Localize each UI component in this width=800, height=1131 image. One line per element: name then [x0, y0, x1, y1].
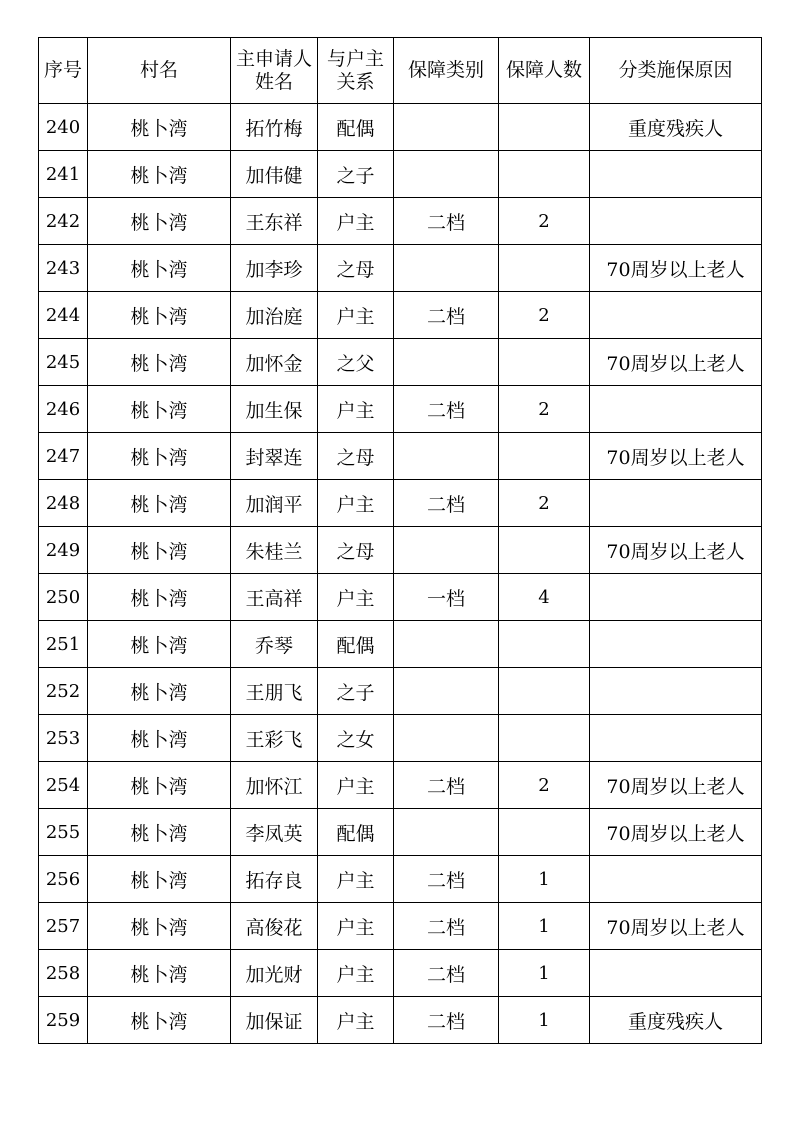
- header-assistance-reason: 分类施保原因: [590, 38, 762, 104]
- serial-cell: 254: [39, 762, 88, 809]
- reason-cell: 70周岁以上老人: [590, 762, 762, 809]
- table-row: [39, 903, 762, 950]
- count-cell: [499, 104, 590, 151]
- applicant-name-cell: 拓存良: [231, 856, 318, 903]
- count-cell: 1: [499, 856, 590, 903]
- relationship-cell: 之父: [318, 339, 394, 386]
- category-cell: [394, 245, 499, 292]
- reason-cell: 重度残疾人: [590, 104, 762, 151]
- village-cell: 桃卜湾: [88, 950, 231, 997]
- count-cell: 1: [499, 997, 590, 1044]
- serial-cell: 244: [39, 292, 88, 339]
- village-cell: 桃卜湾: [88, 715, 231, 762]
- applicant-name-cell: 王朋飞: [231, 668, 318, 715]
- relationship-cell: 之女: [318, 715, 394, 762]
- village-cell: 桃卜湾: [88, 903, 231, 950]
- table-body: [39, 104, 762, 1044]
- serial-cell: 256: [39, 856, 88, 903]
- table-row: [39, 527, 762, 574]
- serial-cell: 253: [39, 715, 88, 762]
- table-row: [39, 621, 762, 668]
- count-cell: 1: [499, 903, 590, 950]
- relationship-cell: 户主: [318, 997, 394, 1044]
- serial-cell: 259: [39, 997, 88, 1044]
- category-cell: 二档: [394, 292, 499, 339]
- reason-cell: 重度残疾人: [590, 997, 762, 1044]
- table-row: [39, 104, 762, 151]
- village-cell: 桃卜湾: [88, 997, 231, 1044]
- reason-cell: [590, 715, 762, 762]
- applicant-name-cell: 加怀金: [231, 339, 318, 386]
- village-cell: 桃卜湾: [88, 245, 231, 292]
- village-cell: 桃卜湾: [88, 104, 231, 151]
- reason-cell: [590, 386, 762, 433]
- serial-cell: 255: [39, 809, 88, 856]
- category-cell: [394, 151, 499, 198]
- village-cell: 桃卜湾: [88, 433, 231, 480]
- category-cell: 二档: [394, 762, 499, 809]
- reason-cell: 70周岁以上老人: [590, 339, 762, 386]
- applicant-name-cell: 加治庭: [231, 292, 318, 339]
- category-cell: 二档: [394, 480, 499, 527]
- category-cell: [394, 527, 499, 574]
- count-cell: 2: [499, 386, 590, 433]
- count-cell: 4: [499, 574, 590, 621]
- applicant-name-cell: 封翠连: [231, 433, 318, 480]
- reason-cell: [590, 480, 762, 527]
- category-cell: [394, 104, 499, 151]
- serial-cell: 245: [39, 339, 88, 386]
- category-cell: 二档: [394, 903, 499, 950]
- serial-cell: 241: [39, 151, 88, 198]
- relationship-cell: 户主: [318, 903, 394, 950]
- reason-cell: [590, 198, 762, 245]
- applicant-name-cell: 加润平: [231, 480, 318, 527]
- village-cell: 桃卜湾: [88, 480, 231, 527]
- serial-cell: 248: [39, 480, 88, 527]
- table-row: [39, 292, 762, 339]
- reason-cell: [590, 574, 762, 621]
- category-cell: 二档: [394, 386, 499, 433]
- table-row: [39, 433, 762, 480]
- relationship-cell: 之子: [318, 668, 394, 715]
- village-cell: 桃卜湾: [88, 386, 231, 433]
- header-village-name: 村名: [88, 38, 231, 104]
- category-cell: [394, 433, 499, 480]
- serial-cell: 252: [39, 668, 88, 715]
- relationship-cell: 户主: [318, 292, 394, 339]
- count-cell: [499, 151, 590, 198]
- count-cell: 2: [499, 762, 590, 809]
- applicant-name-cell: 高俊花: [231, 903, 318, 950]
- category-cell: [394, 621, 499, 668]
- reason-cell: 70周岁以上老人: [590, 527, 762, 574]
- header-serial-number: 序号: [39, 38, 88, 104]
- relationship-cell: 户主: [318, 762, 394, 809]
- applicant-name-cell: 王彩飞: [231, 715, 318, 762]
- applicant-name-cell: 加保证: [231, 997, 318, 1044]
- serial-cell: 240: [39, 104, 88, 151]
- count-cell: 2: [499, 292, 590, 339]
- serial-cell: 250: [39, 574, 88, 621]
- category-cell: 二档: [394, 997, 499, 1044]
- applicant-name-cell: 加生保: [231, 386, 318, 433]
- category-cell: 一档: [394, 574, 499, 621]
- relationship-cell: 之母: [318, 245, 394, 292]
- relationship-cell: 户主: [318, 574, 394, 621]
- category-cell: [394, 715, 499, 762]
- table-row: [39, 715, 762, 762]
- assistance-roster-table: [38, 37, 762, 1044]
- count-cell: [499, 715, 590, 762]
- category-cell: 二档: [394, 198, 499, 245]
- header-assistance-count: 保障人数: [499, 38, 590, 104]
- applicant-name-cell: 王东祥: [231, 198, 318, 245]
- applicant-name-cell: 加李珍: [231, 245, 318, 292]
- table-row: [39, 762, 762, 809]
- table-row: [39, 198, 762, 245]
- category-cell: 二档: [394, 950, 499, 997]
- village-cell: 桃卜湾: [88, 621, 231, 668]
- relationship-cell: 配偶: [318, 809, 394, 856]
- village-cell: 桃卜湾: [88, 856, 231, 903]
- table-row: [39, 574, 762, 621]
- count-cell: 1: [499, 950, 590, 997]
- applicant-name-cell: 加伟健: [231, 151, 318, 198]
- reason-cell: 70周岁以上老人: [590, 809, 762, 856]
- applicant-name-cell: 加光财: [231, 950, 318, 997]
- applicant-name-cell: 李凤英: [231, 809, 318, 856]
- serial-cell: 246: [39, 386, 88, 433]
- applicant-name-cell: 拓竹梅: [231, 104, 318, 151]
- serial-cell: 257: [39, 903, 88, 950]
- serial-cell: 249: [39, 527, 88, 574]
- relationship-cell: 之母: [318, 527, 394, 574]
- applicant-name-cell: 朱桂兰: [231, 527, 318, 574]
- village-cell: 桃卜湾: [88, 668, 231, 715]
- serial-cell: 242: [39, 198, 88, 245]
- village-cell: 桃卜湾: [88, 292, 231, 339]
- count-cell: [499, 621, 590, 668]
- relationship-cell: 户主: [318, 950, 394, 997]
- category-cell: [394, 809, 499, 856]
- table-row: [39, 668, 762, 715]
- village-cell: 桃卜湾: [88, 574, 231, 621]
- relationship-cell: 户主: [318, 856, 394, 903]
- reason-cell: [590, 668, 762, 715]
- serial-cell: 251: [39, 621, 88, 668]
- count-cell: [499, 339, 590, 386]
- applicant-name-cell: 加怀江: [231, 762, 318, 809]
- table-row: [39, 950, 762, 997]
- village-cell: 桃卜湾: [88, 809, 231, 856]
- table-row: [39, 339, 762, 386]
- category-cell: [394, 339, 499, 386]
- relationship-cell: 之子: [318, 151, 394, 198]
- serial-cell: 243: [39, 245, 88, 292]
- header-row: [39, 38, 762, 104]
- header-relationship: 与户主关系: [318, 38, 394, 104]
- applicant-name-cell: 乔琴: [231, 621, 318, 668]
- count-cell: [499, 668, 590, 715]
- count-cell: [499, 245, 590, 292]
- village-cell: 桃卜湾: [88, 762, 231, 809]
- table-row: [39, 856, 762, 903]
- relationship-cell: 户主: [318, 480, 394, 527]
- serial-cell: 247: [39, 433, 88, 480]
- table-row: [39, 245, 762, 292]
- reason-cell: [590, 621, 762, 668]
- table-row: [39, 997, 762, 1044]
- count-cell: [499, 809, 590, 856]
- count-cell: 2: [499, 480, 590, 527]
- table-row: [39, 809, 762, 856]
- reason-cell: [590, 856, 762, 903]
- category-cell: 二档: [394, 856, 499, 903]
- applicant-name-cell: 王高祥: [231, 574, 318, 621]
- header-assistance-category: 保障类别: [394, 38, 499, 104]
- village-cell: 桃卜湾: [88, 151, 231, 198]
- relationship-cell: 之母: [318, 433, 394, 480]
- count-cell: 2: [499, 198, 590, 245]
- relationship-cell: 户主: [318, 198, 394, 245]
- serial-cell: 258: [39, 950, 88, 997]
- table-row: [39, 480, 762, 527]
- relationship-cell: 配偶: [318, 621, 394, 668]
- reason-cell: 70周岁以上老人: [590, 245, 762, 292]
- count-cell: [499, 433, 590, 480]
- village-cell: 桃卜湾: [88, 339, 231, 386]
- count-cell: [499, 527, 590, 574]
- table-row: [39, 386, 762, 433]
- reason-cell: 70周岁以上老人: [590, 903, 762, 950]
- reason-cell: [590, 292, 762, 339]
- village-cell: 桃卜湾: [88, 198, 231, 245]
- table-header: [39, 38, 762, 104]
- reason-cell: 70周岁以上老人: [590, 433, 762, 480]
- relationship-cell: 配偶: [318, 104, 394, 151]
- village-cell: 桃卜湾: [88, 527, 231, 574]
- category-cell: [394, 668, 499, 715]
- reason-cell: [590, 151, 762, 198]
- table-row: [39, 151, 762, 198]
- relationship-cell: 户主: [318, 386, 394, 433]
- reason-cell: [590, 950, 762, 997]
- header-applicant-name: 主申请人姓名: [231, 38, 318, 104]
